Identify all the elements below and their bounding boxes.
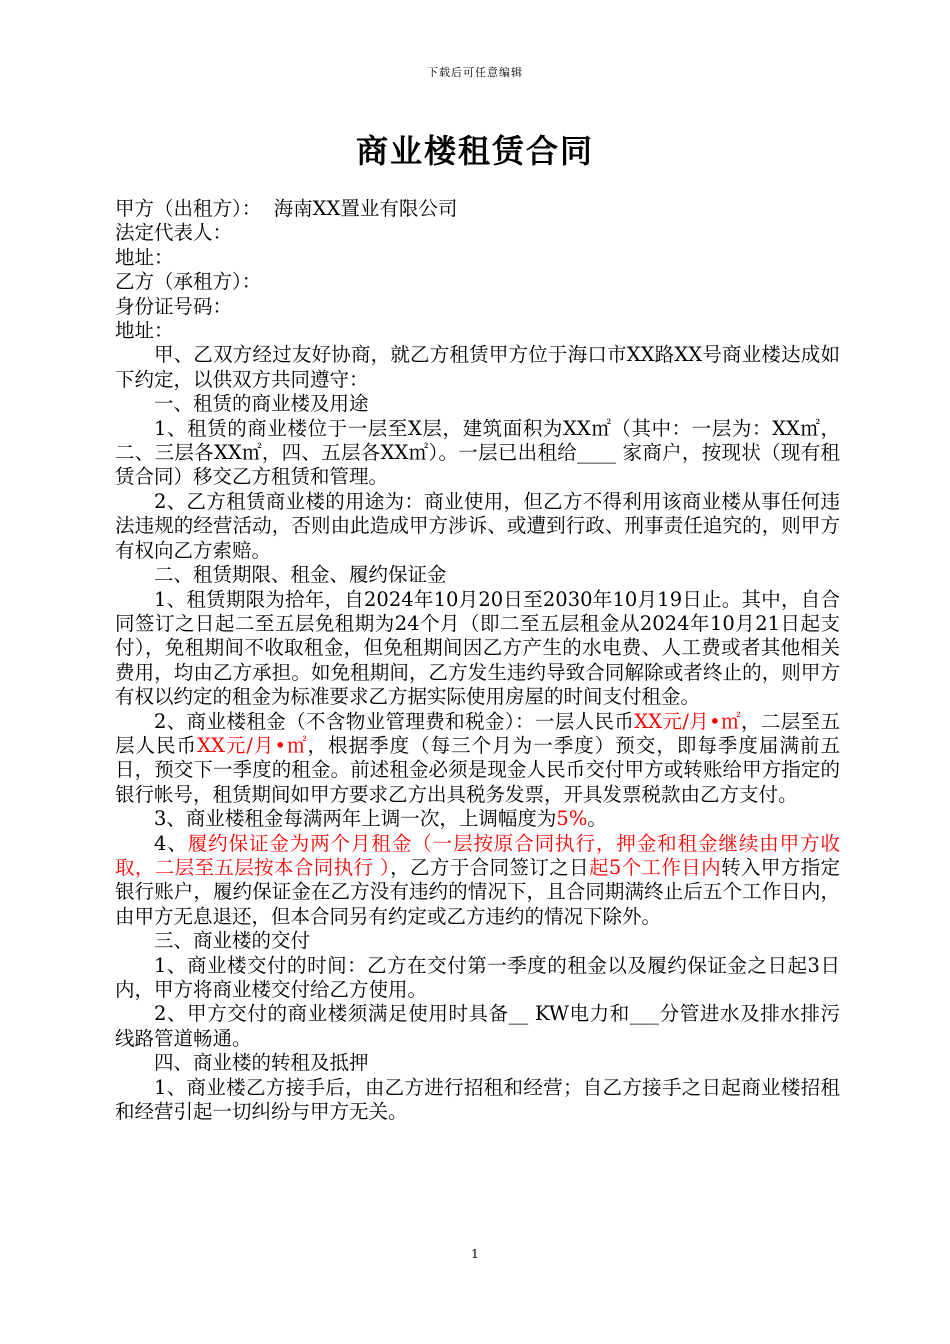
clause-text: 。 [587,807,607,831]
section-2-clause-2 [115,710,840,808]
section-4-clause-1: 1、商业楼乙方接手后，由乙方进行招租和经营；自乙方接手之日起商业楼招租和经营引起一切纠纷与甲方无关。 [115,1075,840,1124]
section-1-heading: 一、租赁的商业楼及用途 [154,392,369,416]
deposit-deadline: 起5个工作日内 [588,855,722,879]
clause-text: ，乙方于合同签订之日 [390,855,589,879]
id-number-label: 身份证号码： [115,294,233,318]
party-b-label: 乙方（承租方）： [115,270,262,294]
clause-text: ，二层至五层人民币 [115,709,840,757]
clause-text: 3、商业楼租金每满两年上调一次，上调幅度为 [154,807,557,831]
clause-text: 2、商业楼租金（不含物业管理费和税金）：一层人民币 [154,709,635,733]
page-number: 1 [471,1247,479,1261]
section-3-heading: 三、商业楼的交付 [154,929,311,953]
rent-rate-floor-2-5: XX元/月•㎡ [197,733,308,757]
legal-rep-label: 法定代表人： [115,221,233,245]
clause-text: ，根据季度（每三个月为一季度）预交，即每季度届满前五日，预交下一季度的租金。前述租金必须是现金人民币交付甲方或转账给甲方指定的银行帐号，租赁期间如甲方要求乙方出具税务发票，开具发票税款由乙方支付。 [115,733,840,806]
party-a-label: 甲方（出租方）： [115,197,262,220]
header-note: 下载后可任意编辑 [427,66,523,79]
section-2-clause-4 [115,832,840,930]
deposit-terms: 履约保证金为两个月租金（一层按原合同执行，押金和租金继续由甲方收取，二层至五层按本合同执行 ） [115,831,840,879]
rent-rate-floor-1: XX元/月•㎡ [634,709,741,733]
section-1-clause-1: 1、租赁的商业楼位于一层至X层，建筑面积为XX㎡（其中：一层为：XX㎡，二、三层各XX㎡，四、五层各XX㎡）。一层已出租给____ 家商户，按现状（现有租赁合同）移交乙方租赁和管理。 [115,416,840,489]
section-2-clause-3 [115,807,840,831]
clause-text: 转入甲方指定银行账户，履约保证金在乙方没有违约的情况下，且合同期满终止后五个工作日内，由甲方无息退还，但本合同另有约定或乙方违约的情况下除外。 [115,855,840,928]
section-2-clause-1: 1、租赁期限为拾年，自2024年10月20日至2030年10月19日止。其中，自合同签订之日起二至五层免租期为24个月（即二至五层租金从2024年10月21日起支付），免租期间不收取租金，但免租期间因乙方产生的水电费、人工费或者其他相关费用，均由乙方承担。如免租期间，乙方发生违约导致合同解除或者终止的，则甲方有权以约定的租金为标准要求乙方据实际使用房屋的时间支付租金。 [115,587,840,709]
section-4-heading: 四、商业楼的转租及抵押 [154,1051,369,1075]
party-a-line [115,197,840,221]
section-1-clause-2: 2、乙方租赁商业楼的用途为：商业使用，但乙方不得利用该商业楼从事任何违法违规的经营活动，否则由此造成甲方涉诉、或遭到行政、刑事责任追究的，则甲方有权向乙方索赔。 [115,489,840,562]
section-3-clause-2: 2、甲方交付的商业楼须满足使用时具备__ KW电力和___分管进水及排水排污线路管道畅通。 [115,1002,840,1050]
document-title: 商业楼租赁合同 [355,132,594,170]
address-b-label: 地址： [115,319,174,343]
clause-text: 4、 [154,831,188,855]
intro-paragraph: 甲、乙双方经过友好协商，就乙方租赁甲方位于海口市XX路XX号商业楼达成如下约定，以供双方共同遵守： [115,343,840,391]
contract-body [115,197,840,1124]
section-2-heading: 二、租赁期限、租金、履约保证金 [154,563,447,587]
section-3-clause-1: 1、商业楼交付的时间：乙方在交付第一季度的租金以及履约保证金之日起3日内，甲方将商业楼交付给乙方使用。 [115,953,840,1001]
rent-increase-rate: 5% [556,807,588,831]
address-a-label: 地址： [115,245,174,269]
party-a-name: 海南XX置业有限公司 [273,197,458,220]
